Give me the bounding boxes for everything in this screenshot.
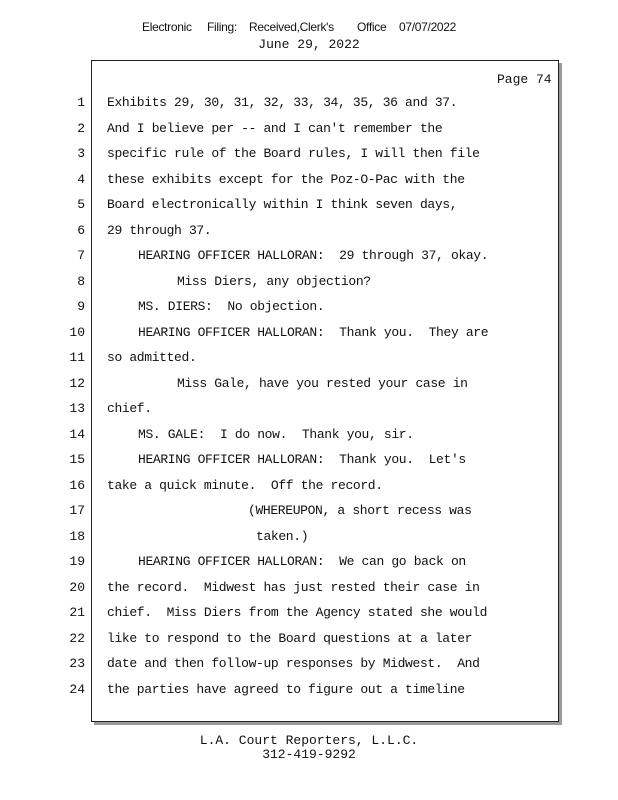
line-number: 9 xyxy=(77,299,85,314)
line-number: 8 xyxy=(77,273,85,289)
transcript-line xyxy=(0,427,618,447)
line-text: the parties have agreed to figure out a timeline xyxy=(107,681,465,697)
line-text: 29 through 37. xyxy=(107,222,212,238)
line-text: date and then follow-up responses by Midwest. And xyxy=(107,656,480,671)
line-number: 2 xyxy=(77,120,85,136)
line-number: 13 xyxy=(69,401,85,416)
line-number: 24 xyxy=(69,681,85,697)
transcript-line xyxy=(0,656,618,676)
line-text: take a quick minute. Off the record. xyxy=(107,477,383,493)
line-number: 6 xyxy=(77,222,85,238)
line-text: Exhibits 29, 30, 31, 32, 33, 34, 35, 36 and 37. xyxy=(107,95,458,110)
footer-company: L.A. Court Reporters, L.L.C. xyxy=(199,733,419,748)
transcript-line xyxy=(0,503,618,523)
transcript-line xyxy=(0,274,618,294)
transcript-line xyxy=(0,325,618,345)
line-number: 23 xyxy=(69,656,85,671)
transcript-line xyxy=(0,452,618,472)
line-number: 3 xyxy=(77,146,85,161)
transcript-line xyxy=(0,223,618,243)
line-text: these exhibits except for the Poz-O-Pac with the xyxy=(107,171,465,187)
line-text: HEARING OFFICER HALLORAN: Thank you. Let's xyxy=(138,452,466,467)
line-number: 11 xyxy=(69,350,85,365)
filing-date: 07/07/2022 xyxy=(399,20,457,34)
transcript-line xyxy=(0,121,618,141)
transcript-line xyxy=(0,682,618,702)
line-text: chief. xyxy=(107,401,152,416)
transcript-line xyxy=(0,95,618,115)
line-number: 12 xyxy=(69,375,85,391)
transcript-line xyxy=(0,605,618,625)
transcript-line xyxy=(0,580,618,600)
line-text: (WHEREUPON, a short recess was xyxy=(248,503,472,518)
line-text: Miss Diers, any objection? xyxy=(177,273,371,289)
footer-phone: 312-419-9292 xyxy=(262,747,356,762)
line-number: 5 xyxy=(77,197,85,212)
line-number: 4 xyxy=(77,171,85,187)
line-text: the record. Midwest has just rested their case in xyxy=(107,579,480,595)
line-text: And I believe per -- and I can't remember the xyxy=(107,120,443,136)
line-number: 14 xyxy=(69,426,85,442)
line-text: Miss Gale, have you rested your case in xyxy=(177,375,468,391)
filing-word-electronic: Electronic xyxy=(142,20,192,34)
line-text: HEARING OFFICER HALLORAN: Thank you. They are xyxy=(138,324,489,340)
line-number: 22 xyxy=(69,630,85,646)
line-text: HEARING OFFICER HALLORAN: We can go back on xyxy=(138,554,466,569)
transcript-line xyxy=(0,350,618,370)
line-number: 10 xyxy=(69,324,85,340)
line-text: HEARING OFFICER HALLORAN: 29 through 37, okay. xyxy=(138,248,489,263)
transcript-line xyxy=(0,478,618,498)
filing-word-office: Office xyxy=(357,20,387,34)
line-number: 21 xyxy=(69,605,85,620)
line-text: specific rule of the Board rules, I will then file xyxy=(107,146,480,161)
line-text: Board electronically within I think seven days, xyxy=(107,197,458,212)
transcript-line xyxy=(0,248,618,268)
line-text: like to respond to the Board questions at a later xyxy=(107,630,473,646)
line-number: 7 xyxy=(77,248,85,263)
transcript-line xyxy=(0,376,618,396)
line-number: 19 xyxy=(69,554,85,569)
line-text: so admitted. xyxy=(107,350,197,365)
transcript-line xyxy=(0,299,618,319)
transcript-line xyxy=(0,401,618,421)
line-number: 1 xyxy=(77,95,85,110)
line-text: MS. GALE: I do now. Thank you, sir. xyxy=(138,426,414,442)
line-text: chief. Miss Diers from the Agency stated she would xyxy=(107,605,488,620)
transcript-line xyxy=(0,631,618,651)
page-number: Page 74 xyxy=(497,72,552,87)
line-number: 16 xyxy=(69,477,85,493)
filing-word-filing: Filing: xyxy=(207,20,237,34)
filing-word-received: Received,Clerk's xyxy=(249,20,334,34)
line-number: 15 xyxy=(69,452,85,467)
line-number: 20 xyxy=(69,579,85,595)
line-number: 17 xyxy=(69,503,85,518)
line-number: 18 xyxy=(69,528,85,544)
transcript-line xyxy=(0,172,618,192)
line-text: MS. DIERS: No objection. xyxy=(138,299,325,314)
hearing-date: June 29, 2022 xyxy=(258,37,360,52)
transcript-line xyxy=(0,554,618,574)
transcript-line xyxy=(0,197,618,217)
transcript-line xyxy=(0,529,618,549)
line-text: taken.) xyxy=(256,528,309,544)
transcript-line xyxy=(0,146,618,166)
